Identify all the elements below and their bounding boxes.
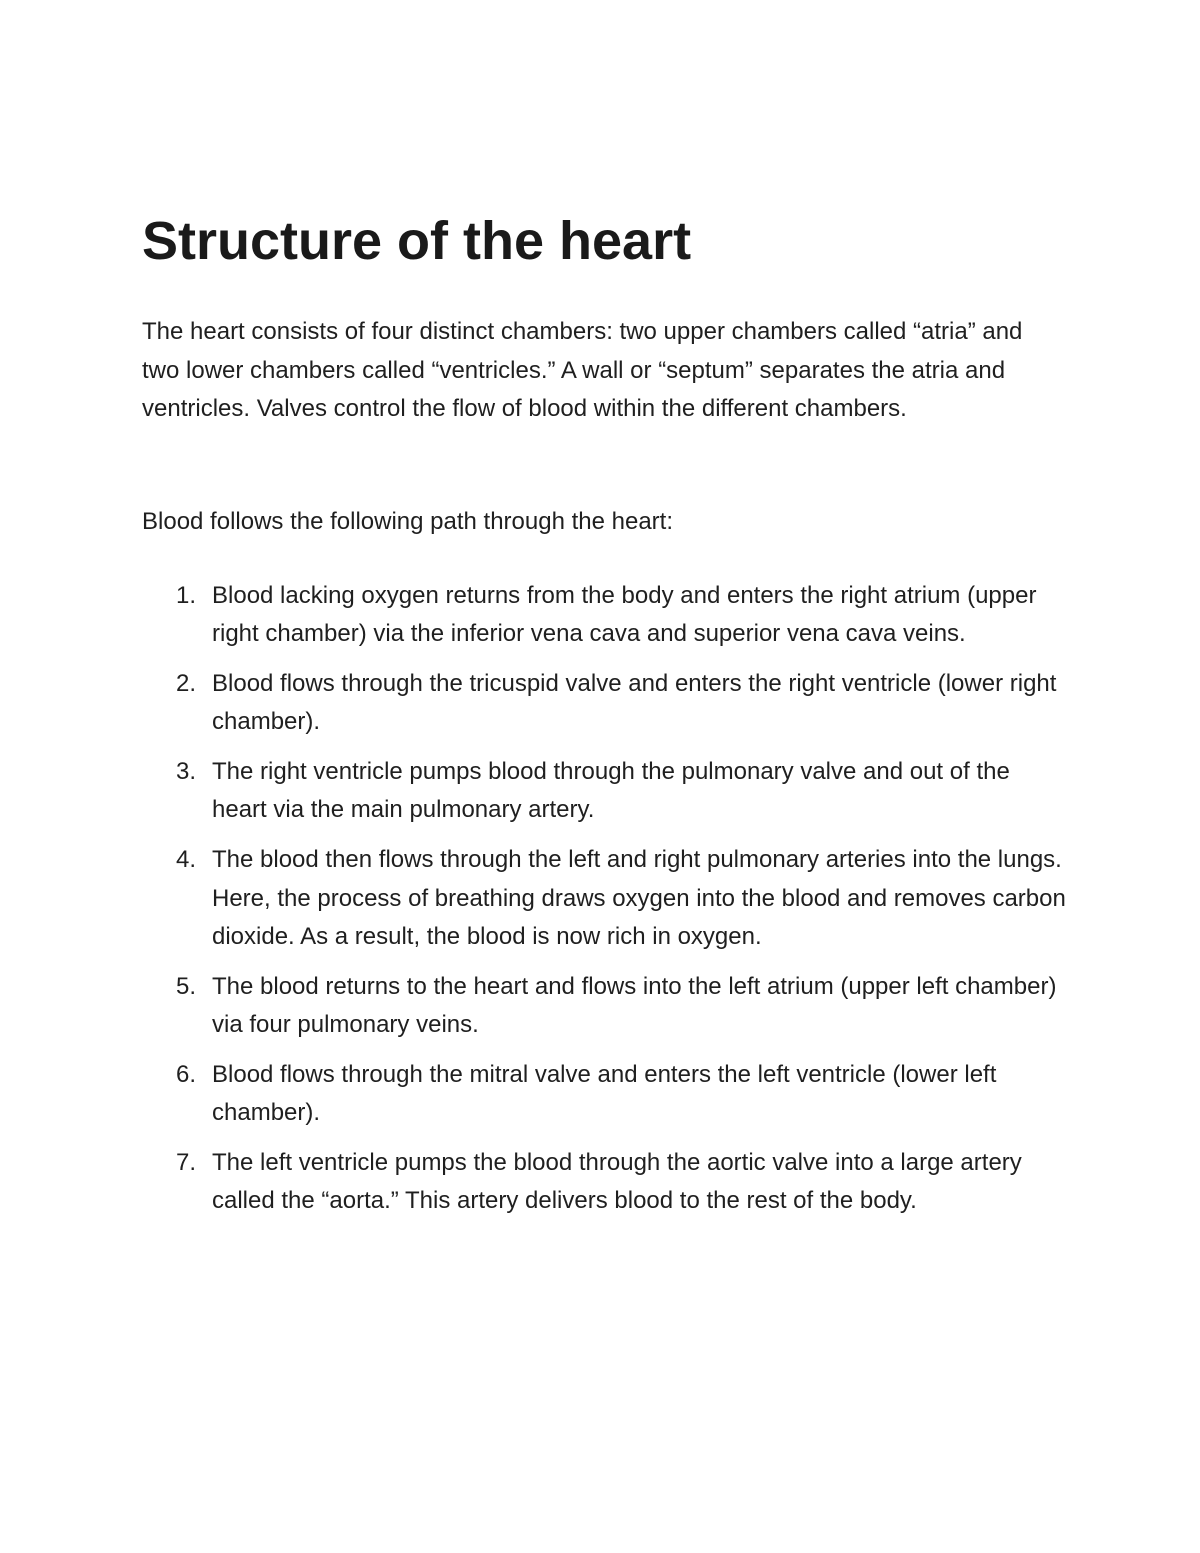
list-item-text: The blood then flows through the left and right pulmonary arteries into the lungs. Here, the process of breathing draws oxygen into the blood and removes carbon dioxide. As a result, the blood is now rich in oxygen. (212, 846, 1066, 950)
page-title: Structure of the heart (142, 211, 692, 271)
intro-paragraph: The heart consists of four distinct chambers: two upper chambers called “atria” and two lower chambers called “ventricles.” A wall or “septum” separates the atria and ventricles. Valves control the flow of blood within the different chambers. (142, 318, 1023, 422)
blood-path-list (176, 577, 1066, 1232)
list-item-number: 7. (176, 1148, 197, 1176)
list-item-number: 5. (176, 972, 197, 1000)
list-item-text: Blood flows through the mitral valve and enters the left ventricle (lower left chamber). (212, 1060, 997, 1127)
list-item (176, 1056, 1066, 1133)
list-item-number: 2. (176, 670, 197, 698)
list-item (176, 665, 1066, 742)
list-item (176, 841, 1066, 956)
list-item-number: 3. (176, 758, 197, 786)
list-item-text: Blood flows through the tricuspid valve and enters the right ventricle (lower right chamber). (212, 670, 1057, 736)
list-item-text: The blood returns to the heart and flows into the left atrium (upper left chamber) via four pulmonary veins. (212, 972, 1057, 1038)
path-intro-paragraph: Blood follows the following path through the heart: (142, 508, 674, 535)
list-item-text: The left ventricle pumps the blood through the aortic valve into a large artery called the “aorta.” This artery delivers blood to the rest of the body. (212, 1148, 1022, 1215)
list-item (176, 1144, 1066, 1221)
list-item-number: 1. (176, 582, 197, 609)
list-item-number: 4. (176, 846, 197, 874)
list-item (176, 753, 1066, 830)
list-item (176, 577, 1066, 654)
list-item-number: 6. (176, 1060, 197, 1088)
list-item (176, 968, 1066, 1045)
list-item-text: Blood lacking oxygen returns from the body and enters the right atrium (upper right chamber) via the inferior vena cava and superior vena cava veins. (212, 582, 1037, 648)
list-item-text: The right ventricle pumps blood through the pulmonary valve and out of the heart via the main pulmonary artery. (212, 758, 1010, 824)
